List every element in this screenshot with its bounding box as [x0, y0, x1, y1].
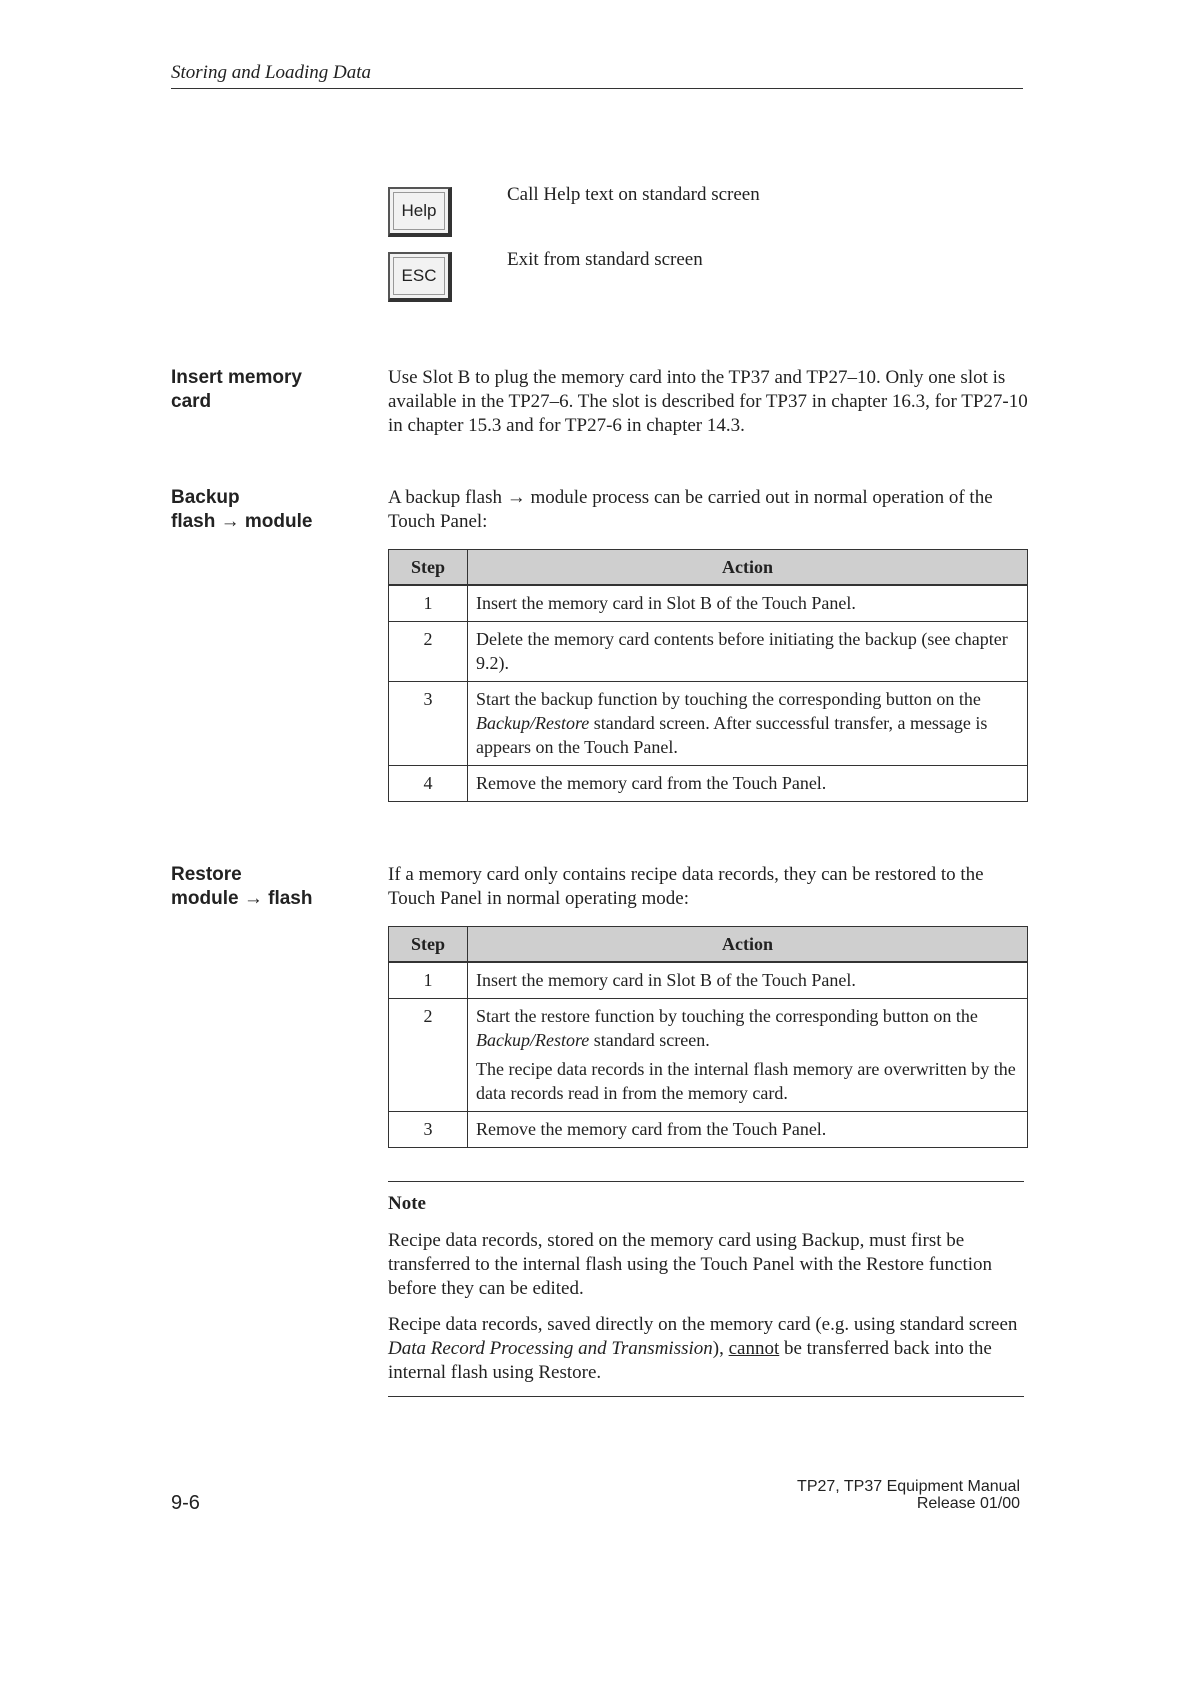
insert-memory-card-heading: Insert memory card	[171, 367, 302, 412]
step-number: 3	[389, 682, 468, 766]
footer-manual-info	[797, 1478, 1020, 1512]
note-text: be transferred back into the internal flash using Restore.	[388, 1338, 992, 1383]
esc-key-description: Exit from standard screen	[507, 249, 703, 270]
step-action: Remove the memory card from the Touch Panel.	[468, 1112, 1028, 1148]
action-column-header: Action	[468, 927, 1028, 963]
note-paragraph-1: Recipe data records, stored on the memory card using Backup, must first be transferred to the internal flash using the Touch Panel with the Restore function before they can be edited.	[388, 1230, 993, 1299]
note-title: Note	[388, 1193, 426, 1214]
step-number: 4	[389, 766, 468, 802]
header-divider	[171, 88, 1023, 89]
step-action-text: Start the restore function by touching the corresponding button on the	[476, 1006, 978, 1026]
release-info: Release 01/00	[916, 1495, 1020, 1512]
manual-title: TP27, TP37 Equipment Manual	[797, 1478, 1020, 1495]
step-number: 1	[389, 962, 468, 999]
help-key-description: Call Help text on standard screen	[507, 184, 760, 205]
screen-name: Data Record Processing and Transmission	[388, 1338, 713, 1359]
step-action: Insert the memory card in Slot B of the Touch Panel.	[468, 962, 1028, 999]
table-row	[389, 999, 1028, 1112]
restore-steps-table	[388, 926, 1028, 1148]
restore-intro: If a memory card only contains recipe data records, they can be restored to the Touch Panel in normal operating mode:	[388, 864, 984, 909]
step-action	[468, 999, 1028, 1112]
step-action: Remove the memory card from the Touch Panel.	[468, 766, 1028, 802]
step-action-paragraph: The recipe data records in the internal flash memory are overwritten by the data records read in from the memory card.	[476, 1059, 1016, 1103]
restore-heading	[171, 863, 312, 911]
note-top-divider	[388, 1181, 1024, 1182]
step-action: Insert the memory card in Slot B of the Touch Panel.	[468, 585, 1028, 622]
step-number: 2	[389, 622, 468, 682]
step-action-text: Start the backup function by touching the corresponding button on the	[476, 689, 981, 709]
table-row	[389, 1112, 1028, 1148]
step-column-header: Step	[389, 927, 468, 963]
backup-heading-line2: flash → module	[171, 511, 313, 532]
note-text: Recipe data records, saved directly on the memory card (e.g. using standard screen	[388, 1314, 1018, 1335]
note-paragraph-2	[388, 1313, 1024, 1385]
table-row	[389, 585, 1028, 622]
note-emphasis: cannot	[728, 1338, 780, 1359]
table-header-row	[389, 550, 1028, 586]
note-text: ),	[712, 1338, 729, 1359]
step-column-header: Step	[389, 550, 468, 586]
help-key-icon	[388, 187, 452, 237]
page-number: 9-6	[171, 1492, 200, 1514]
backup-heading-line1: Backup	[171, 487, 240, 508]
table-row	[389, 766, 1028, 802]
page-header-title: Storing and Loading Data	[171, 62, 372, 83]
restore-heading-line1: Restore	[171, 864, 242, 885]
action-column-header: Action	[468, 550, 1028, 586]
restore-heading-line2: module → flash	[171, 888, 313, 909]
step-number: 3	[389, 1112, 468, 1148]
help-key-label: Help	[401, 201, 437, 220]
step-action-text: standard screen.	[589, 1030, 710, 1050]
table-row	[389, 682, 1028, 766]
esc-key-label: ESC	[401, 266, 437, 285]
note-bottom-divider	[388, 1396, 1024, 1397]
step-action: Delete the memory card contents before initiating the backup (see chapter 9.2).	[468, 622, 1028, 682]
backup-steps-table	[388, 549, 1028, 802]
step-action	[468, 682, 1028, 766]
screen-name: Backup/Restore	[476, 1030, 590, 1050]
table-header-row	[389, 927, 1028, 963]
step-number: 2	[389, 999, 468, 1112]
insert-memory-card-text: Use Slot B to plug the memory card into the TP37 and TP27–10. Only one slot is available in the TP27–6. The slot is described for TP37 in chapter 16.3, for TP27-10 in chapter 15.3 and for TP27-6 in chapter 14.3.	[388, 367, 1028, 436]
step-action-text: standard screen. After successful transfer, a message is appears on the Touch Panel.	[476, 713, 988, 757]
screen-name: Backup/Restore	[476, 713, 590, 733]
step-number: 1	[389, 585, 468, 622]
backup-heading	[171, 486, 312, 534]
table-row	[389, 962, 1028, 999]
backup-intro: A backup flash → module process can be carried out in normal operation of the Touch Panel:	[388, 487, 993, 532]
step-action-paragraph	[476, 1004, 1019, 1052]
table-row	[389, 622, 1028, 682]
esc-key-icon	[388, 252, 452, 302]
